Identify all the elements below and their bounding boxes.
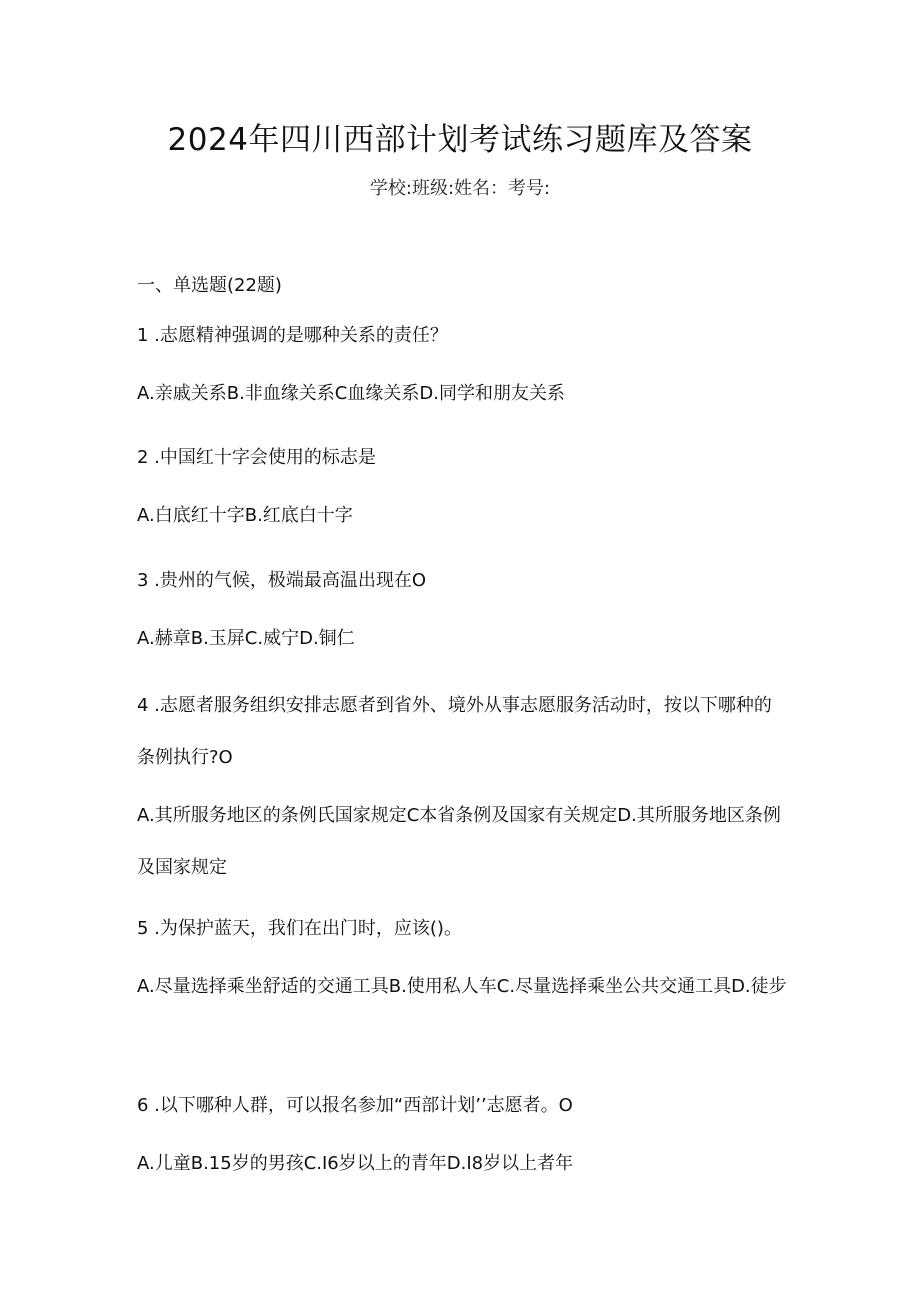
question-stem: 6 .以下哪种人群，可以报名参加“西部计划’’志愿者。O <box>137 1095 573 1116</box>
question-4 <box>137 680 787 894</box>
question-stem: 1 .志愿精神强调的是哪种关系的责任？ <box>137 325 448 346</box>
document-subtitle: 学校:班级:姓名：考号: <box>369 178 551 199</box>
question-options: A.尽量选择乘坐舒适的交通工具B.使用私人车C.尽量选择乘坐公共交通工具D.徒步 <box>137 976 787 997</box>
question-options: A.白底红十字B.红底白十字 <box>137 505 353 526</box>
question-options: A.儿童B.15岁的男孩C.I6岁以上的青年D.I8岁以上者年 <box>137 1153 574 1174</box>
section-heading: 一、单选题(22题) <box>137 275 282 296</box>
question-stem: 3 .贵州的气候，极端最高温出现在O <box>137 570 427 591</box>
question-3 <box>137 555 787 665</box>
question-2 <box>137 432 787 542</box>
question-options: A.其所服务地区的条例氏国家规定C本省条例及国家有关规定D.其所服务地区条例及国家规定 <box>137 805 781 878</box>
question-stem: 2 .中国红十字会使用的标志是 <box>137 447 376 468</box>
document-title: 2024年四川西部计划考试练习题库及答案 <box>167 122 753 158</box>
question-1 <box>137 310 787 420</box>
question-stem: 5 .为保护蓝天，我们在出门时，应该()。 <box>137 918 462 939</box>
question-options: A.亲戚关系B.非血缘关系C血缘关系D.同学和朋友关系 <box>137 383 565 404</box>
question-5 <box>137 903 787 1013</box>
question-6 <box>137 1080 787 1190</box>
question-stem: 4 .志愿者服务组织安排志愿者到省外、境外从事志愿服务活动时，按以下哪种的条例执行?O <box>137 695 772 768</box>
question-options: A.赫章B.玉屏C.威宁D.铜仁 <box>137 628 355 649</box>
